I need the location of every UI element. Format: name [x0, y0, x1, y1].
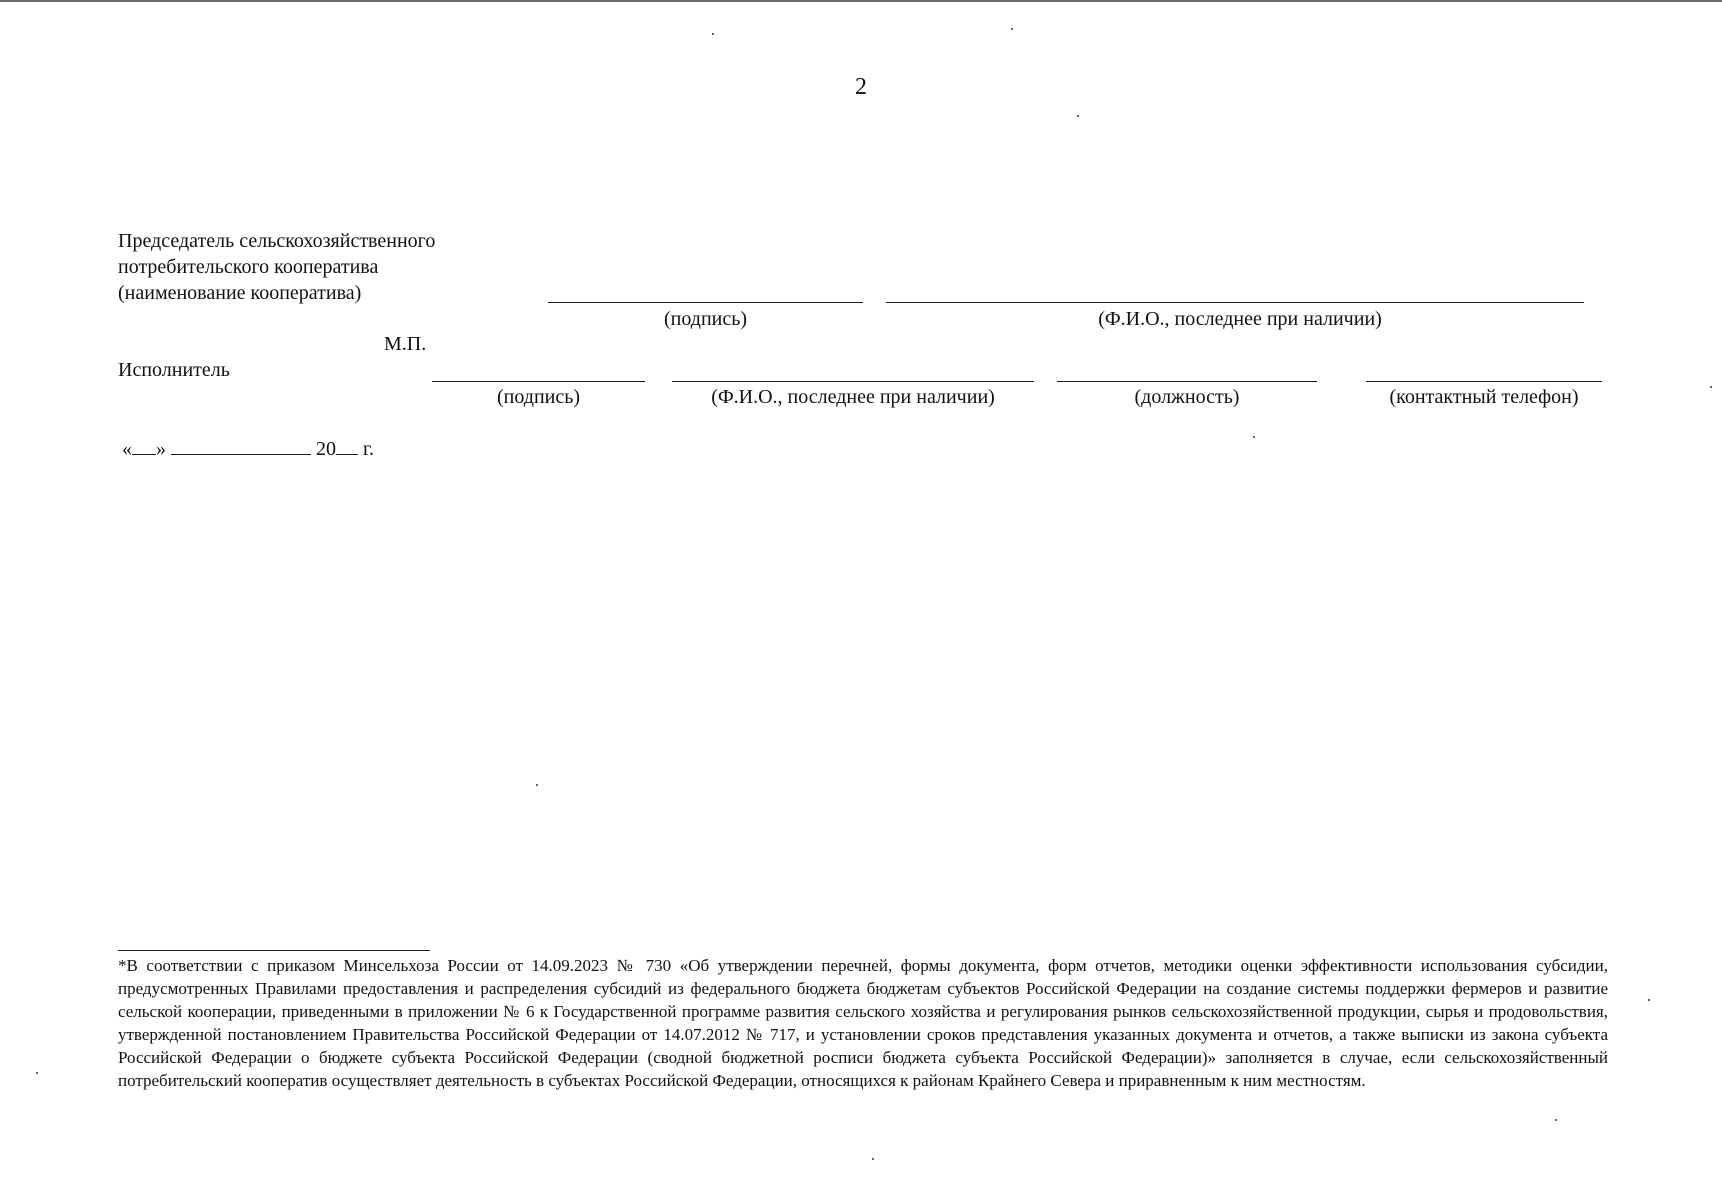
- scan-speck: [1253, 436, 1255, 438]
- chairman-name-line: [886, 302, 1584, 303]
- scan-speck: [536, 784, 538, 786]
- executor-signature-caption: (подпись): [496, 386, 581, 408]
- executor-name-line: [672, 381, 1034, 382]
- scan-speck: [712, 33, 714, 35]
- date-year-prefix: 20: [316, 438, 336, 460]
- chairman-signature-caption: (подпись): [663, 308, 748, 330]
- date-month-blank: [171, 436, 311, 455]
- scan-speck: [1710, 386, 1712, 388]
- executor-phone-line: [1366, 381, 1602, 382]
- date-open-quote: «: [122, 438, 132, 460]
- executor-phone-caption: (контактный телефон): [1389, 386, 1579, 408]
- executor-label: Исполнитель: [118, 359, 230, 381]
- footnote-separator: [118, 950, 430, 951]
- scan-speck: [1648, 999, 1650, 1001]
- scan-speck: [36, 1072, 38, 1074]
- date-close-quote: »: [156, 438, 166, 460]
- cooperative-name-caption: (наименование кооператива): [118, 282, 362, 304]
- scan-speck: [872, 1158, 874, 1160]
- chairman-title-line-2: потребительского кооператива: [118, 256, 379, 278]
- scan-speck: [1555, 1119, 1557, 1121]
- stamp-place-label: М.П.: [384, 333, 427, 355]
- page-number: 2: [855, 74, 867, 100]
- date-year-suffix: г.: [363, 438, 374, 460]
- executor-position-caption: (должность): [1134, 386, 1240, 408]
- scan-top-edge: [0, 0, 1722, 2]
- scan-speck: [1011, 28, 1013, 30]
- date-year-blank: [336, 436, 358, 455]
- executor-position-line: [1057, 381, 1317, 382]
- chairman-title-line-1: Председатель сельскохозяйственного: [118, 230, 436, 252]
- footnote-text: *В соответствии с приказом Минсельхоза России от 14.09.2023 № 730 «Об утверждении перечней, формы документа, форм отчетов, методики оценки эффективности использования субсидии, предусмотренных Правилами предоставления и распределения субсидий из федерального бюджета бюджетам субъектов Российской Федерации на создание системы поддержки фермеров и развитие сельской кооперации, приведенными в приложении № 6 к Государственной программе развития сельского хозяйства и регулирования рынков сельскохозяйственной продукции, сырья и продовольствия, утвержденной постановлением Правительства Российской Федерации от 14.07.2012 № 717, и установлении сроков представления указанных документа и отчетов, а также выписки из закона субъекта Российской Федерации о бюджете субъекта Российской Федерации (сводной бюджетной росписи бюджета субъекта Российской Федерации)» заполняется в случае, если сельскохозяйственный потребительский кооператив осуществляет деятельность в субъектах Российской Федерации, относящихся к районам Крайнего Севера и приравненным к ним местностям.: [118, 956, 1608, 1090]
- scan-speck: [1077, 115, 1079, 117]
- executor-name-caption: (Ф.И.О., последнее при наличии): [711, 386, 995, 408]
- date-day-blank: [132, 436, 156, 455]
- chairman-signature-line: [548, 302, 863, 303]
- executor-signature-line: [432, 381, 645, 382]
- date-field: [122, 436, 374, 462]
- chairman-name-caption: (Ф.И.О., последнее при наличии): [1098, 308, 1382, 330]
